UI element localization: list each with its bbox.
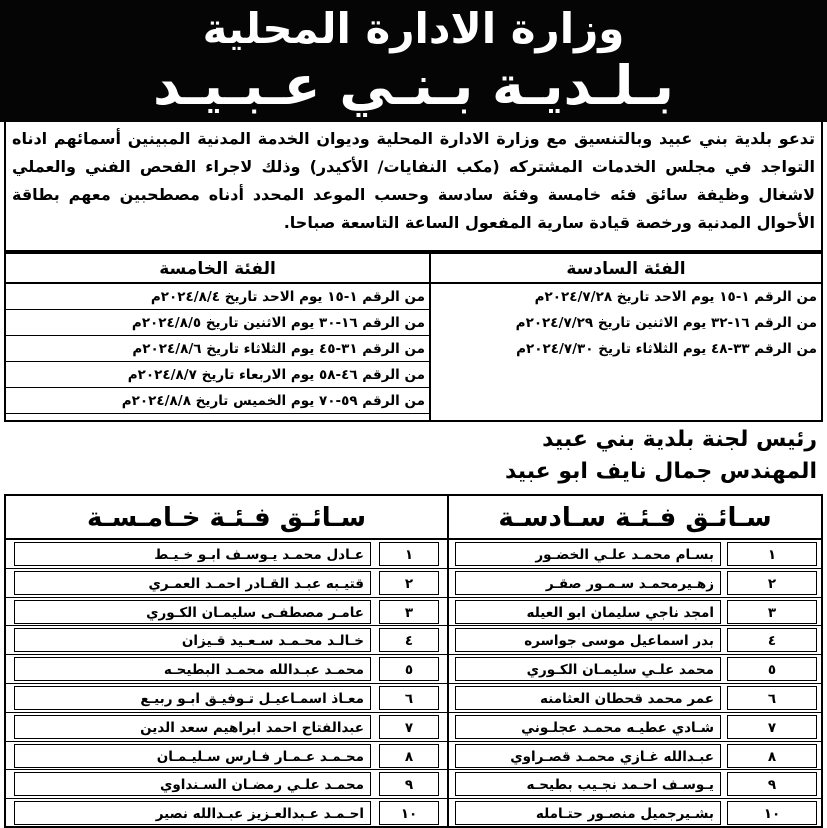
table-row <box>6 598 447 627</box>
table-row <box>6 684 447 713</box>
schedule-row: من الرقم ٤٦-٥٨ يوم الاربعاء تاريخ ٢٠٢٤/٨/٧م <box>6 362 429 388</box>
table-row <box>449 626 821 655</box>
driver-name: زهـيرمحمـد سـمـور صقـر <box>455 571 721 595</box>
driver-name: محـمـد عـمـار فـارس سـليـمـان <box>14 744 371 768</box>
signature-name: المهندس جمال نايف ابو عبيد <box>505 459 817 484</box>
row-number: ٩ <box>379 772 439 796</box>
driver-name: عبدالفتاح احمد ابراهيم سعد الدين <box>14 715 371 739</box>
schedule-row: من الرقم ١٦-٣٠ يوم الاثنين تاريخ ٢٠٢٤/٨/٥م <box>6 310 429 336</box>
driver-name: محمـد عبـدالله محمـد البطيحـه <box>14 657 371 681</box>
table-row <box>6 713 447 742</box>
candidates-table <box>4 494 823 828</box>
row-number: ٥ <box>379 657 439 681</box>
row-number: ٩ <box>727 772 817 796</box>
schedule-row: من الرقم ٥٩-٧٠ يوم الخميس تاريخ ٢٠٢٤/٨/٨م <box>6 388 429 414</box>
driver-name: عامـر مصطفـى سليمـان الكـوري <box>14 600 371 624</box>
table-row <box>6 626 447 655</box>
driver-name: معـاذ اسمـاعيـل تـوفيـق ابـو ربيـع <box>14 686 371 710</box>
row-number: ٦ <box>379 686 439 710</box>
table-row <box>449 713 821 742</box>
driver-name: بدر اسماعيل موسى جواسره <box>455 628 721 652</box>
table-row <box>449 655 821 684</box>
row-number: ٤ <box>379 628 439 652</box>
signature-title: رئيس لجنة بلدية بني عبيد <box>542 427 817 452</box>
driver-name: شـادي عطيـه محمـد عجلـوني <box>455 715 721 739</box>
ministry-title: وزارة الادارة المحلية <box>202 4 625 53</box>
row-number: ١٠ <box>379 801 439 825</box>
row-number: ٤ <box>727 628 817 652</box>
schedule-fifth-title: الفئة الخامسة <box>6 254 429 284</box>
driver-name: عمر محمد قحطان العثامنه <box>455 686 721 710</box>
row-number: ٦ <box>727 686 817 710</box>
municipality-title: بـلـديـة بـنـي عـبـيـد <box>153 54 674 117</box>
driver-name: عـادل محمـد يـوسـف ابـو خـيـط <box>14 542 371 566</box>
table-row <box>449 684 821 713</box>
row-number: ٢ <box>727 571 817 595</box>
signature-block <box>417 424 817 488</box>
row-number: ١٠ <box>727 801 817 825</box>
table-row <box>6 540 447 569</box>
schedule-table <box>4 252 823 422</box>
row-number: ٣ <box>727 600 817 624</box>
schedule-row: من الرقم ١٦-٣٢ يوم الاثنين تاريخ ٢٠٢٤/٧/٢٩م <box>515 315 817 331</box>
row-number: ٥ <box>727 657 817 681</box>
row-number: ١ <box>379 542 439 566</box>
driver-name: خـالـد محـمـد سـعـيد قـيزان <box>14 628 371 652</box>
fifth-class-heading: سـائـق فـئـة خـامـسـة <box>6 496 447 540</box>
driver-name: عبـدالله غـازي محمـد قصـراوي <box>455 744 721 768</box>
driver-name: يـوسـف احـمد نجـيب بطيحـه <box>455 772 721 796</box>
row-number: ٨ <box>379 744 439 768</box>
table-row <box>449 540 821 569</box>
table-row <box>6 770 447 799</box>
driver-name: قتيـبه عبـد القـادر احمـد العمـري <box>14 571 371 595</box>
intro-paragraph: تدعو بلدية بني عبيد وبالتنسيق مع وزارة الادارة المحلية وديوان الخدمة المدنية المبينين أسمائهم ادناه التواجد في مجلس الخدمات المشتركه (مكب النفايات/ الأكيدر) وذلك لاجراء الفحص الفني والعملي لاشغال وظيفة سائق فئه خامسة وفئة سادسة وحسب الموعد المحدد أدناه مصطحبين معهم بطاقة الأحوال المدنية ورخصة قيادة سارية المفعول الساعة التاسعة صباحا. <box>4 122 823 252</box>
table-row <box>449 569 821 598</box>
schedule-fifth-column <box>6 254 429 420</box>
schedule-row: من الرقم ١-١٥ يوم الاحد تاريخ ٢٠٢٤/٧/٢٨م <box>534 289 817 305</box>
row-number: ٢ <box>379 571 439 595</box>
driver-name: محمـد علـي رمضـان السـنداوي <box>14 772 371 796</box>
schedule-row: من الرقم ٣٣-٤٨ يوم الثلاثاء تاريخ ٢٠٢٤/٧/٣٠م <box>516 341 817 357</box>
row-number: ٧ <box>379 715 439 739</box>
driver-name: محمد علـي سليمـان الكـوري <box>455 657 721 681</box>
row-number: ٣ <box>379 600 439 624</box>
table-row <box>449 799 821 828</box>
table-row <box>449 770 821 799</box>
ad-header <box>0 0 827 122</box>
table-row <box>6 742 447 771</box>
table-row <box>6 569 447 598</box>
table-row <box>6 799 447 828</box>
schedule-sixth-title: الفئة السادسة <box>431 254 821 284</box>
table-row <box>6 655 447 684</box>
driver-name: بسـام محمـد علـي الخضـور <box>455 542 721 566</box>
sixth-class-list <box>447 496 821 828</box>
table-row <box>449 598 821 627</box>
driver-name: احـمـد عـبدالعـزيز عبـدالله نصير <box>14 801 371 825</box>
driver-name: امجد ناجي سليمان ابو العيله <box>455 600 721 624</box>
table-row <box>449 742 821 771</box>
schedule-row: من الرقم ٣١-٤٥ يوم الثلاثاء تاريخ ٢٠٢٤/٨/٦م <box>6 336 429 362</box>
row-number: ١ <box>727 542 817 566</box>
driver-name: بشـيرجميل منصـور حتـامله <box>455 801 721 825</box>
schedule-sixth-column <box>429 254 821 420</box>
schedule-row: من الرقم ١-١٥ يوم الاحد تاريخ ٢٠٢٤/٨/٤م <box>6 284 429 310</box>
fifth-class-list <box>6 496 447 828</box>
row-number: ٧ <box>727 715 817 739</box>
row-number: ٨ <box>727 744 817 768</box>
sixth-class-heading: سـائـق فـئـة سـادسـة <box>449 496 821 540</box>
